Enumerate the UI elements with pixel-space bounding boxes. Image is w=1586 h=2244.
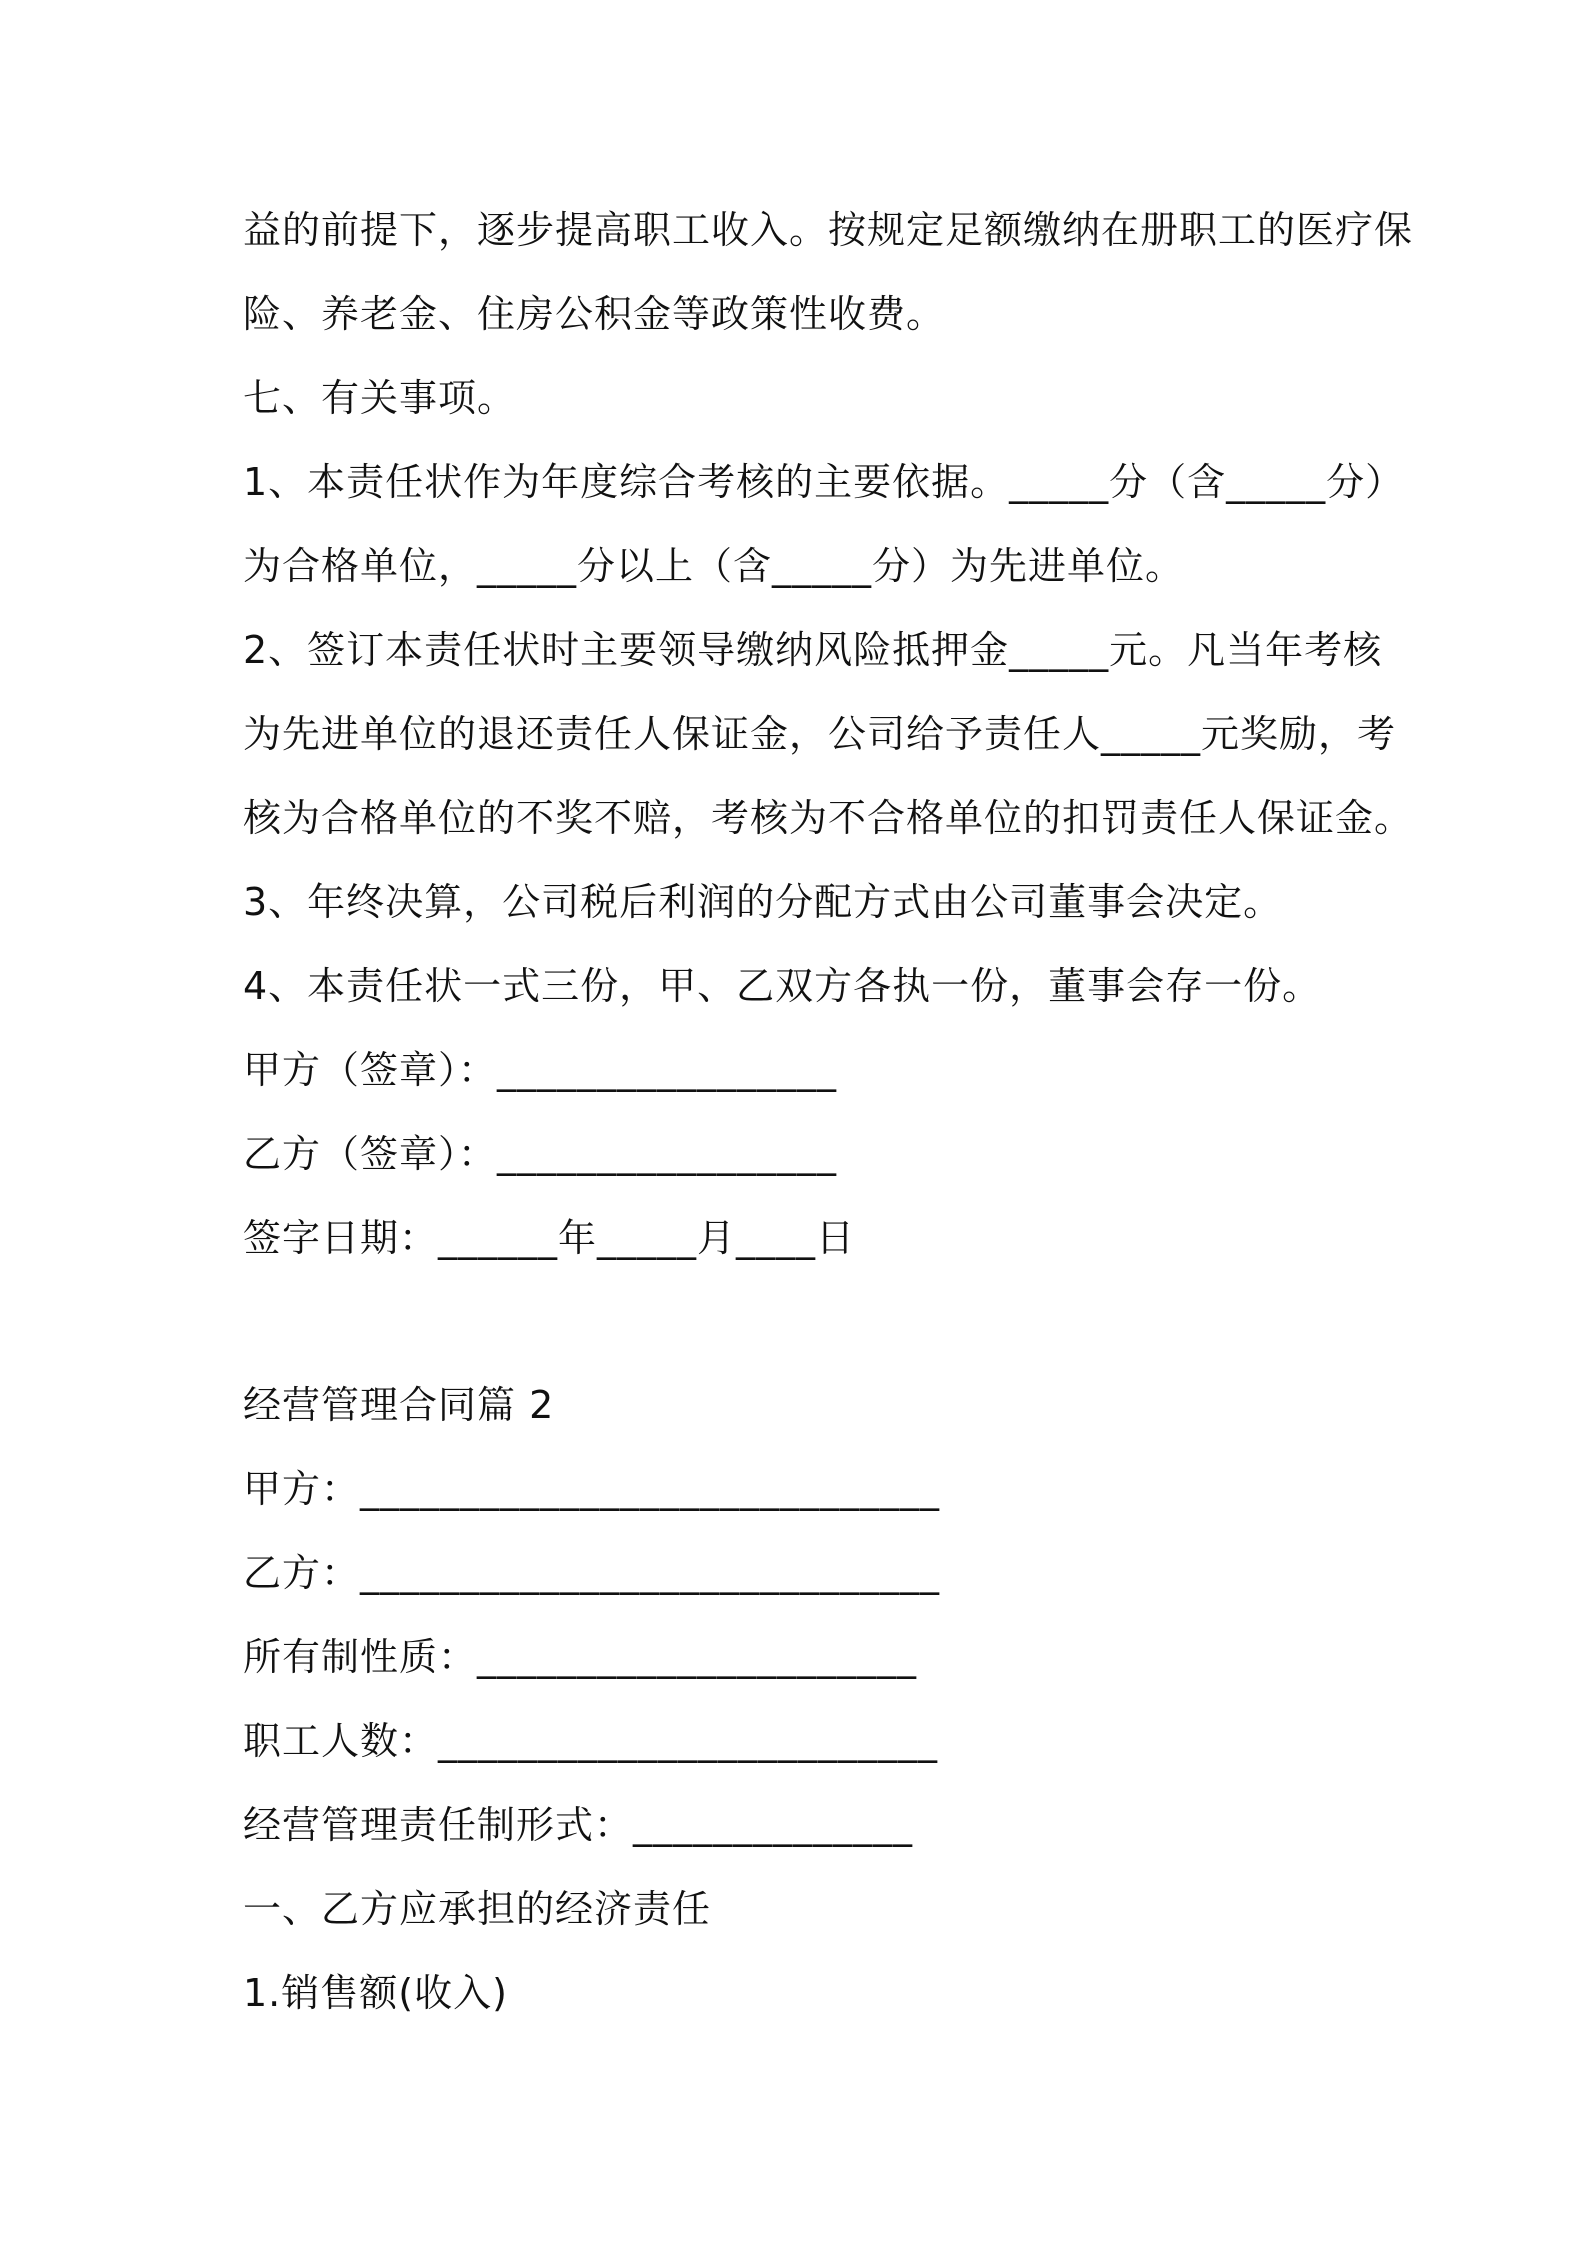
form-field-party-b: 乙方：_____________________________ bbox=[243, 1551, 941, 1595]
form-field-party-a: 甲方：_____________________________ bbox=[243, 1467, 941, 1511]
form-field-management-form: 经营管理责任制形式：______________ bbox=[243, 1803, 914, 1847]
subsection-heading: 1.销售额(收入) bbox=[243, 1971, 508, 2015]
paragraph-line: 益的前提下，逐步提高职工收入。按规定足额缴纳在册职工的医疗保 bbox=[243, 208, 1414, 252]
paragraph-line: 险、养老金、住房公积金等政策性收费。 bbox=[243, 292, 946, 336]
paragraph-line: 为合格单位，_____分以上（含_____分）为先进单位。 bbox=[243, 544, 1185, 588]
form-field-ownership: 所有制性质：______________________ bbox=[243, 1635, 918, 1679]
paragraph-line: 3、年终决算，公司税后利润的分配方式由公司董事会决定。 bbox=[243, 880, 1283, 924]
paragraph-line: 4、本责任状一式三份，甲、乙双方各执一份，董事会存一份。 bbox=[243, 964, 1322, 1008]
signature-date-line: 签字日期：______年_____月____日 bbox=[243, 1216, 856, 1260]
signature-line-party-b: 乙方（签章）：_________________ bbox=[243, 1132, 838, 1176]
paragraph-line: 核为合格单位的不奖不赔，考核为不合格单位的扣罚责任人保证金。 bbox=[243, 796, 1414, 840]
form-field-employee-count: 职工人数：_________________________ bbox=[243, 1719, 939, 1763]
section-heading: 一、乙方应承担的经济责任 bbox=[243, 1887, 712, 1931]
paragraph-line: 为先进单位的退还责任人保证金，公司给予责任人_____元奖励，考 bbox=[243, 712, 1397, 756]
signature-line-party-a: 甲方（签章）：_________________ bbox=[243, 1048, 838, 1092]
section-heading: 七、有关事项。 bbox=[243, 376, 517, 420]
contract-title: 经营管理合同篇 2 bbox=[243, 1383, 555, 1427]
paragraph-line: 2、签订本责任状时主要领导缴纳风险抵押金_____元。凡当年考核 bbox=[243, 628, 1383, 672]
paragraph-line: 1、本责任状作为年度综合考核的主要依据。_____分（含_____分） bbox=[243, 460, 1405, 504]
